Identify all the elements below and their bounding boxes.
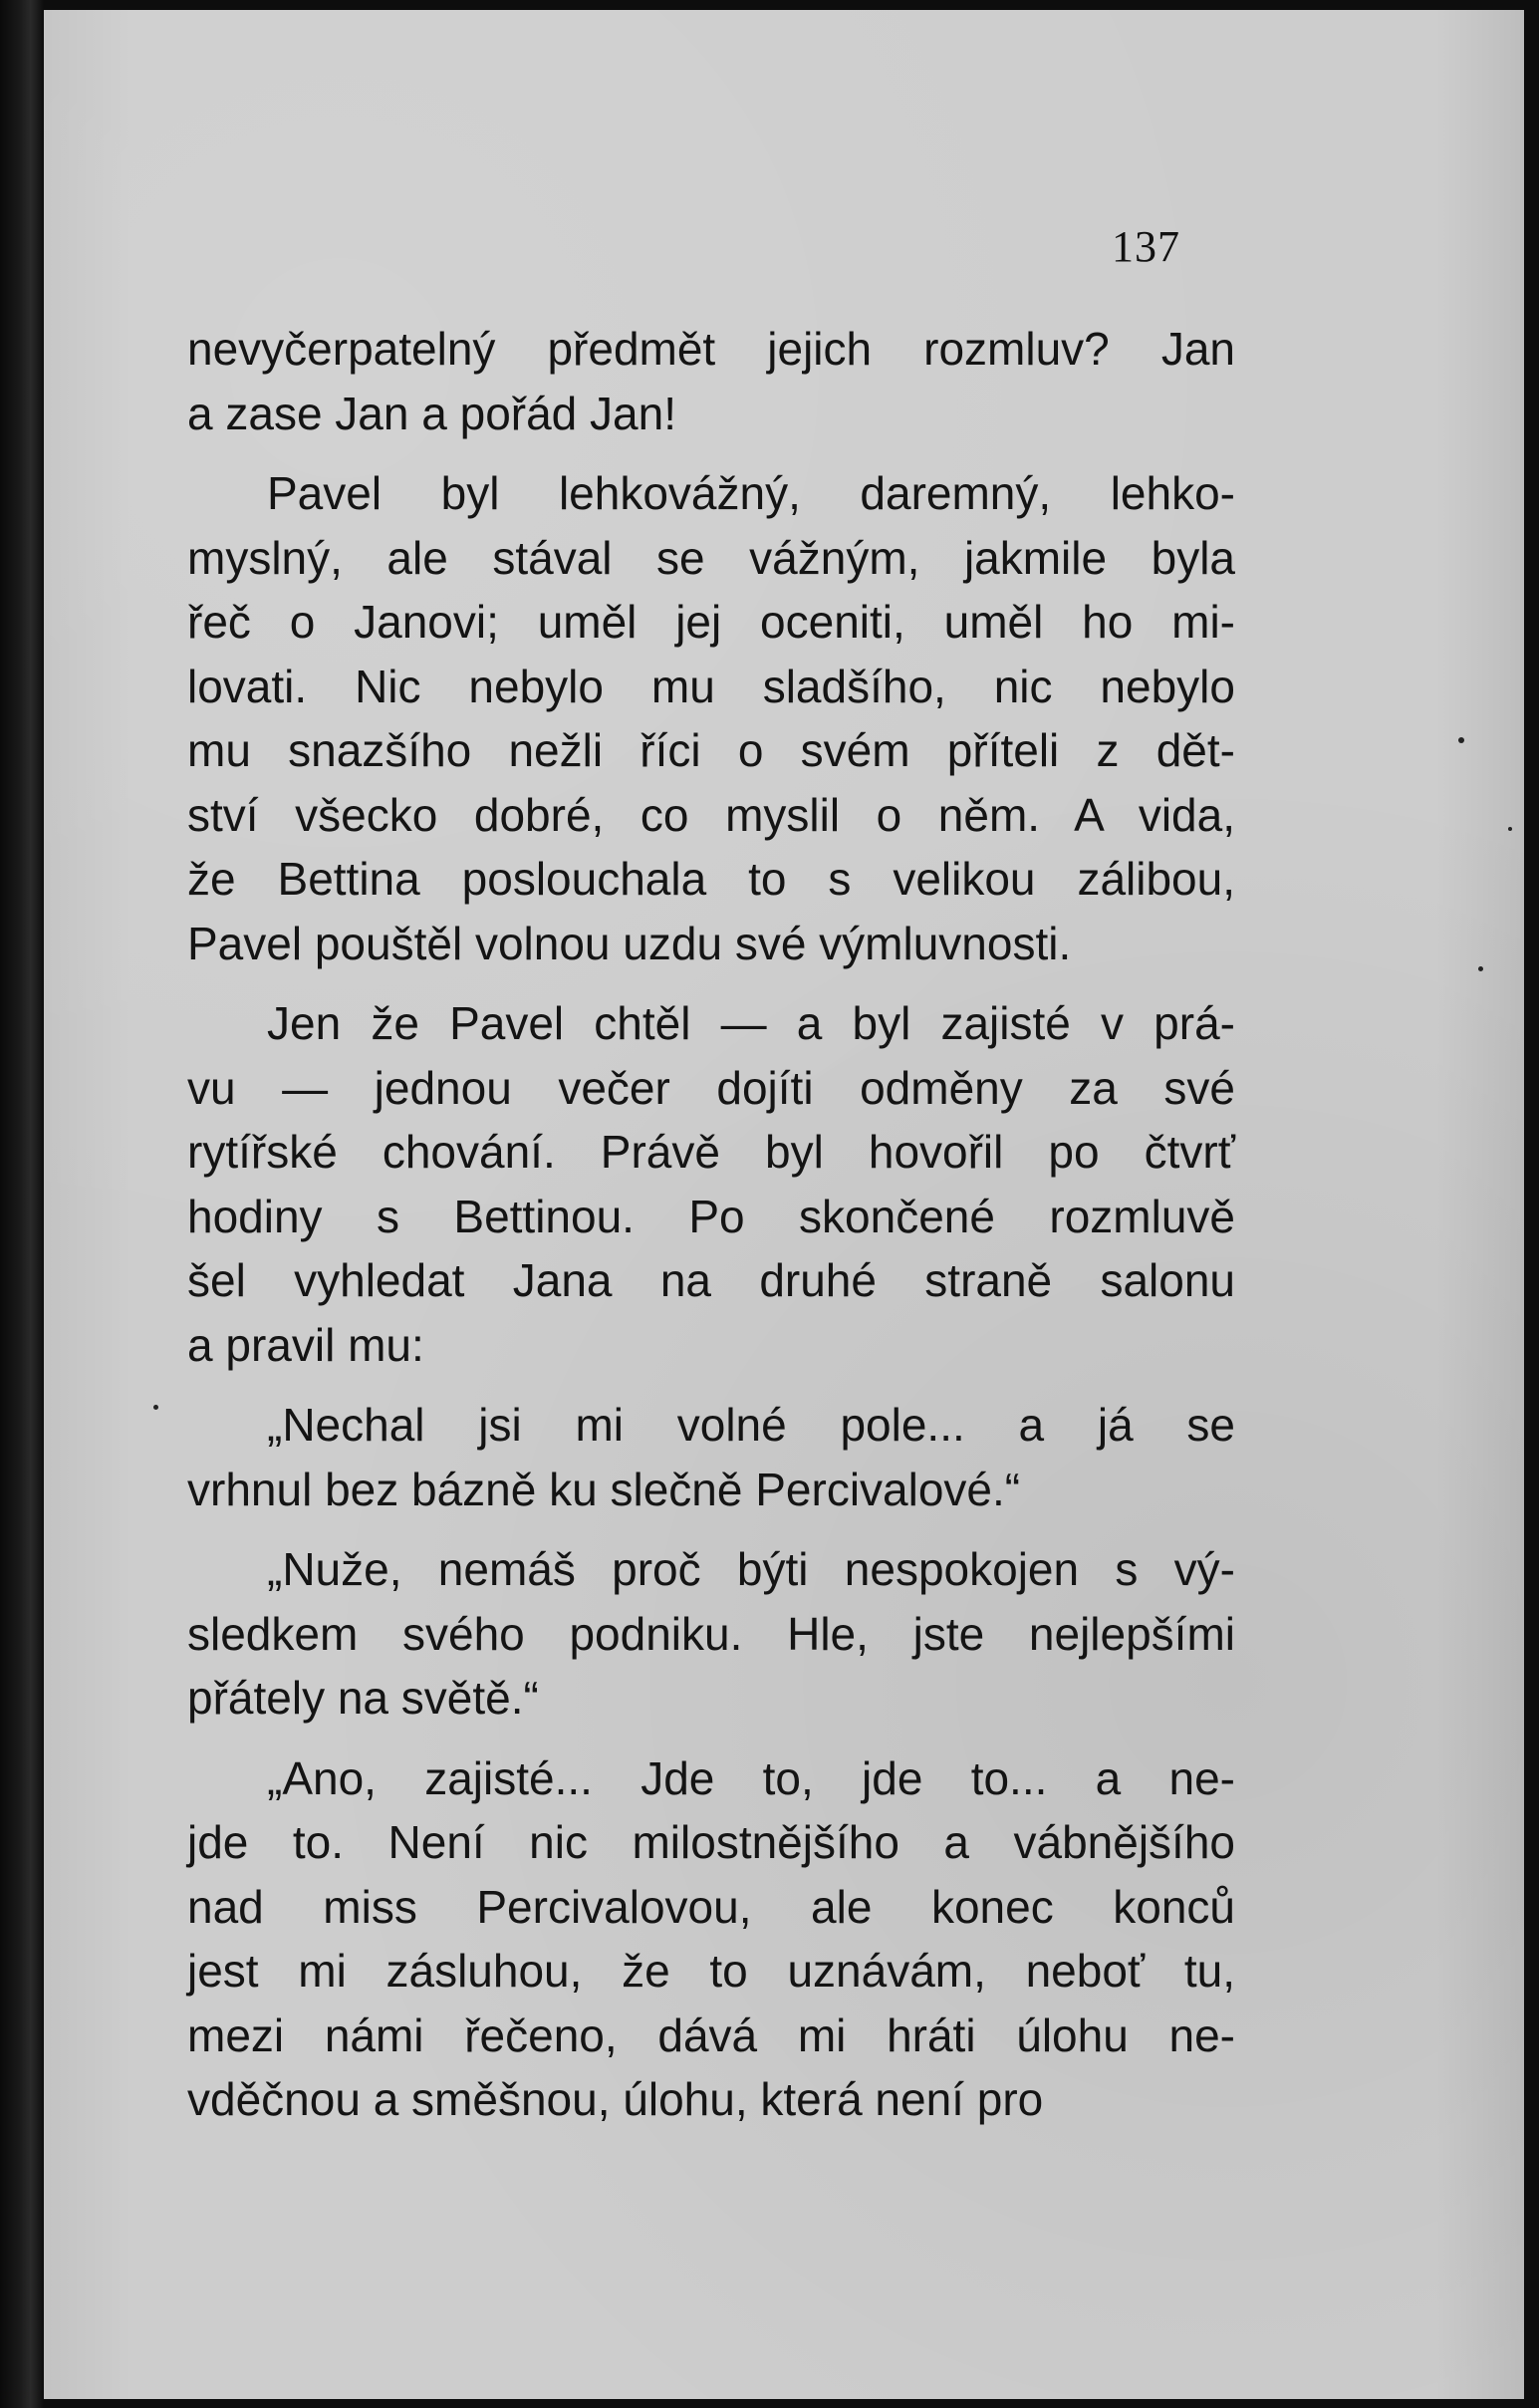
paragraph (187, 991, 1235, 1377)
text-line: jest mi zásluhou, že to uznávám, neboť tu, (187, 1945, 1235, 1997)
text-line: přátely na světě.“ (187, 1672, 539, 1724)
text-line: a zase Jan a pořád Jan! (187, 387, 676, 439)
text-line: sledkem svého podniku. Hle, jste nejlepšími (187, 1607, 1235, 1660)
text-line: „Nuže, nemáš proč býti nespokojen s vý- (267, 1543, 1235, 1595)
text-line: řeč o Janovi; uměl jej oceniti, uměl ho mi- (187, 596, 1235, 648)
text-line: Pavel byl lehkovážný, daremný, lehko- (267, 467, 1235, 519)
text-line: vu — jednou večer dojíti odměny za své (187, 1061, 1235, 1114)
paragraph (187, 1746, 1235, 2132)
text-line: myslný, ale stával se vážným, jakmile byla (187, 531, 1235, 584)
text-line: ství všecko dobré, co myslil o něm. A vida, (187, 788, 1235, 841)
text-line: a pravil mu: (187, 1318, 424, 1371)
text-line: hodiny s Bettinou. Po skončené rozmluvě (187, 1190, 1235, 1242)
text-line: šel vyhledat Jana na druhé straně salonu (187, 1254, 1235, 1306)
text-line: „Nechal jsi mi volné pole... a já se (267, 1399, 1235, 1451)
text-line: rytířské chování. Právě byl hovořil po čtvrť (187, 1126, 1235, 1178)
text-line: „Ano, zajisté... Jde to, jde to... a ne- (267, 1751, 1235, 1804)
paper-speck (1508, 827, 1512, 831)
text-line: nad miss Percivalovou, ale konec konců (187, 1880, 1235, 1933)
paragraph-gap (187, 1731, 1235, 1746)
text-line: vrhnul bez bázně ku slečně Percivalové.“ (187, 1463, 1021, 1515)
paragraph-gap (187, 1377, 1235, 1393)
paper-speck (1478, 966, 1483, 971)
text-line: nevyčerpatelný předmět jejich rozmluv? Jan (187, 323, 1235, 375)
paper-speck (153, 1405, 158, 1410)
paragraph (187, 1393, 1235, 1521)
body-text (187, 317, 1235, 2132)
paper-speck (1458, 737, 1464, 743)
text-line: vděčnou a směšnou, úlohu, která není pro (187, 2073, 1044, 2125)
text-line: mezi námi řečeno, dává mi hráti úlohu ne- (187, 2008, 1235, 2061)
paragraph (187, 317, 1235, 445)
paragraph-gap (187, 1521, 1235, 1537)
text-line: Jen že Pavel chtěl — a byl zajisté v prá- (267, 997, 1235, 1049)
text-line: lovati. Nic nebylo mu sladšího, nic nebylo (187, 660, 1235, 712)
paragraph (187, 461, 1235, 975)
book-binding-edge (0, 0, 44, 2408)
paragraph-gap (187, 445, 1235, 461)
text-line: mu snazšího nežli říci o svém příteli z dět- (187, 724, 1235, 776)
text-line: jde to. Není nic milostnějšího a vábnějšího (187, 1816, 1235, 1868)
paragraph (187, 1537, 1235, 1731)
text-line: že Bettina poslouchala to s velikou zálibou, (187, 853, 1235, 905)
paragraph-gap (187, 975, 1235, 991)
page-number: 137 (1112, 222, 1180, 271)
text-line: Pavel pouštěl volnou uzdu své výmluvnosti. (187, 917, 1072, 969)
